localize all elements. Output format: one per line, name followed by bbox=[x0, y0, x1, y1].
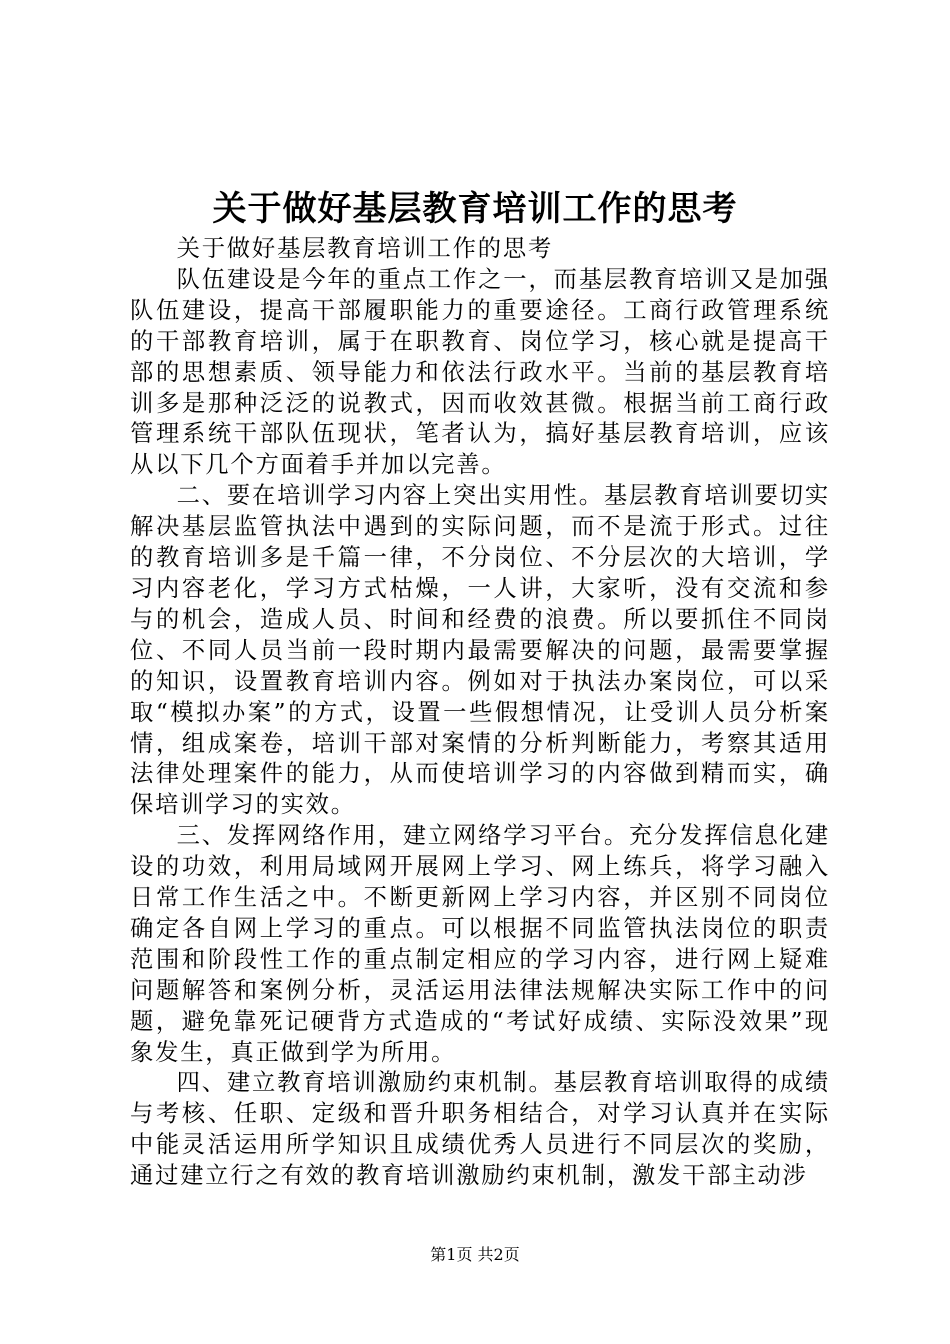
paragraph-subtitle: 关于做好基层教育培训工作的思考 bbox=[176, 235, 554, 262]
paragraph-intro: 队伍建设是今年的重点工作之一，而基层教育培训又是加强队伍建设，提高干部履职能力的重要途径。工商行政管理系统的干部教育培训，属于在职教育、岗位学习，核心就是提高干部的思想素质、领导能力和依法行政水平。当前的基层教育培训多是那种泛泛的说教式，因而收效甚微。根据当前工商行政管理系统干部队伍现状，笔者认为，搞好基层教育培训，应该从以下几个方面着手并加以完善。 bbox=[130, 265, 830, 479]
document-body bbox=[130, 234, 830, 1192]
paragraph-section-4: 四、建立教育培训激励约束机制。基层教育培训取得的成绩与考核、任职、定级和晋升职务相结合，对学习认真并在实际中能灵活运用所学知识且成绩优秀人员进行不同层次的奖励，通过建立行之有效的教育培训激励约束机制，激发干部主动涉 bbox=[130, 1069, 830, 1190]
page-footer: 第1页 共2页 bbox=[430, 1245, 520, 1264]
paragraph-section-2: 二、要在培训学习内容上突出实用性。基层教育培训要切实解决基层监管执法中遇到的实际问题，而不是流于形式。过往的教育培训多是千篇一律，不分岗位、不分层次的大培训，学习内容老化，学习方式枯燥，一人讲，大家听，没有交流和参与的机会，造成人员、时间和经费的浪费。所以要抓住不同岗位、不同人员当前一段时期内最需要解决的问题，最需要掌握的知识，设置教育培训内容。例如对于执法办案岗位，可以采取“模拟办案”的方式，设置一些假想情况，让受训人员分析案情，组成案卷，培训干部对案情的分析判断能力，考察其适用法律处理案件的能力，从而使培训学习的内容做到精而实，确保培训学习的实效。 bbox=[130, 482, 830, 819]
document-title: 关于做好基层教育培训工作的思考 bbox=[212, 189, 738, 229]
paragraph-section-3: 三、发挥网络作用，建立网络学习平台。充分发挥信息化建设的功效，利用局域网开展网上学习、网上练兵，将学习融入日常工作生活之中。不断更新网上学习内容，并区别不同岗位确定各自网上学习的重点。可以根据不同监管执法岗位的职责范围和阶段性工作的重点制定相应的学习内容，进行网上疑难问题解答和案例分析，灵活运用法律法规解决实际工作中的问题，避免靠死记硬背方式造成的“考试好成绩、实际没效果”现象发生，真正做到学为所用。 bbox=[130, 822, 830, 1066]
